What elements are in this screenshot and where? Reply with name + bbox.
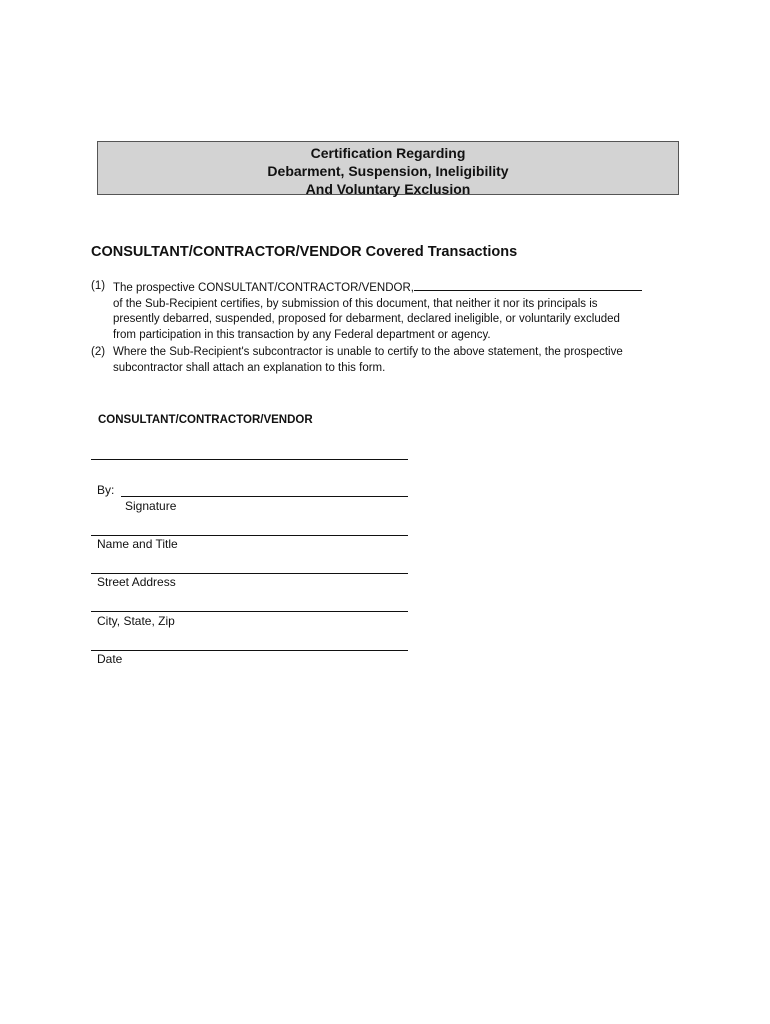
by-label: By: <box>97 483 115 497</box>
street-address-line[interactable] <box>91 573 408 574</box>
city-state-zip-label: City, State, Zip <box>97 614 175 628</box>
date-label: Date <box>97 652 123 666</box>
section-heading: CONSULTANT/CONTRACTOR/VENDOR Covered Transactions <box>91 244 518 260</box>
clause-1-number: (1) <box>91 280 106 292</box>
clause-1-lead: The prospective CONSULTANT/CONTRACTOR/VENDOR, <box>113 282 414 294</box>
clause-1-line-3: presently debarred, suspended, proposed for debarment, declared ineligible, or voluntarily excluded <box>113 313 620 325</box>
clause-2-line-2: subcontractor shall attach an explanation to this form. <box>113 361 386 374</box>
clause-1-line-2: of the Sub-Recipient certifies, by submission of this document, that neither it nor its principals is <box>113 297 598 310</box>
clause-1-line-4: from participation in this transaction by any Federal department or agency. <box>113 328 491 341</box>
clause-1 <box>91 279 681 343</box>
signature-label: Signature <box>125 499 177 513</box>
signature-line[interactable] <box>121 496 408 497</box>
company-name-line[interactable] <box>91 459 408 460</box>
title-line-1: Certification Regarding <box>310 145 466 161</box>
clause-2-number: (2) <box>91 346 106 358</box>
street-address-label: Street Address <box>97 575 176 589</box>
clause-2-line-1: Where the Sub-Recipient's subcontractor is unable to certify to the above statement, the prospective <box>113 346 623 358</box>
name-title-line[interactable] <box>91 535 408 536</box>
title-box <box>97 141 679 195</box>
title-line-2: Debarment, Suspension, Ineligibility <box>267 163 509 179</box>
vendor-name-field[interactable] <box>414 279 642 291</box>
name-title-label: Name and Title <box>97 537 178 551</box>
city-state-zip-line[interactable] <box>91 611 408 612</box>
clause-2 <box>91 345 681 376</box>
date-line[interactable] <box>91 650 408 651</box>
party-label: CONSULTANT/CONTRACTOR/VENDOR <box>98 414 313 426</box>
title-line-3: And Voluntary Exclusion <box>305 181 471 197</box>
